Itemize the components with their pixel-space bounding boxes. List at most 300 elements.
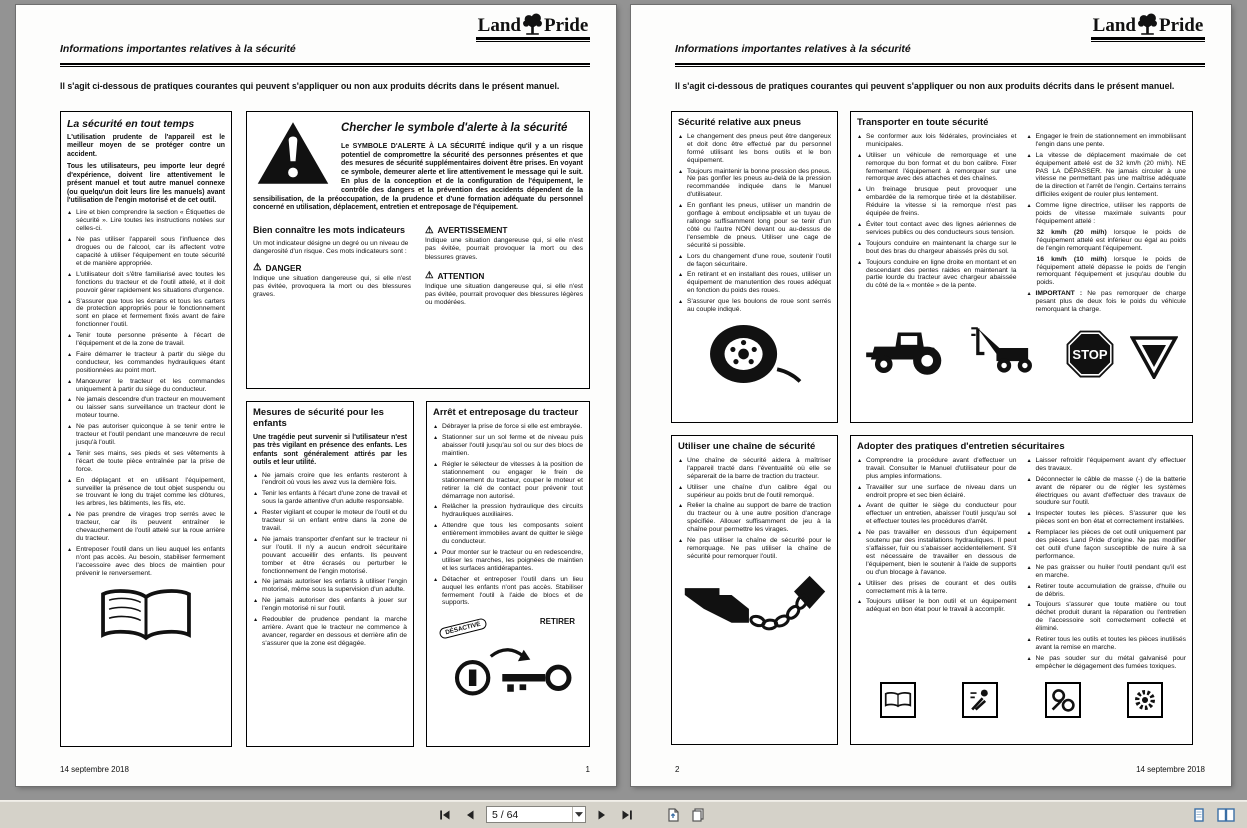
last-page-button[interactable] xyxy=(618,806,636,824)
copy-pages-button[interactable] xyxy=(689,806,707,824)
bullet-item xyxy=(67,271,225,295)
signal-word-label: AVERTISSEMENT xyxy=(437,225,508,236)
bullet-triangle-icon: ▲ xyxy=(857,484,863,491)
bullet-item xyxy=(253,578,407,594)
landpride-logo xyxy=(1091,12,1205,42)
bullet-item xyxy=(857,186,1017,218)
facing-pages-layout-icon xyxy=(1217,808,1235,822)
bullet-text: Rester vigilant et couper le moteur de l'outil et du tracteur si un enfant entre dans la zone de travail. xyxy=(262,509,407,532)
header-rule xyxy=(60,63,590,67)
bullet-triangle-icon: ▲ xyxy=(433,576,439,583)
section-transport-safety xyxy=(850,111,1193,423)
bullet-item xyxy=(678,168,831,200)
bullet-item xyxy=(678,502,831,534)
bullet-text: Laisser refroidir l'équipement avant d'y effectuer des travaux. xyxy=(1035,456,1186,472)
logo-wordmark xyxy=(476,12,590,35)
bullet-triangle-icon: ▲ xyxy=(67,450,73,457)
tractor-icon xyxy=(865,323,953,379)
bullet-text: Retirer tous les outils et toutes les pièces inutilisés avant la remise en marche. xyxy=(1035,636,1186,651)
bullet-item xyxy=(857,457,1017,481)
bullet-triangle-icon: ▲ xyxy=(857,457,863,464)
bullet-text: Ne jamais descendre d'un tracteur en mouvement ou laisser sans surveillance un tracteur dont le moteur tourne. xyxy=(76,396,225,420)
safety-alert-symbol-icon xyxy=(255,120,331,186)
section-title: Mesures de sécurité pour les enfants xyxy=(253,407,384,429)
bullet-triangle-icon: ▲ xyxy=(67,333,73,340)
bullet-text: Retirer toute accumulation de graisse, d'huile ou de débris. xyxy=(1035,582,1186,598)
page-footer xyxy=(675,765,1205,774)
bullet-text: Toujours maintenir la bonne pression des pneus. Ne pas gonfler les pneus au-delà de la pression recommandée indiquée dans le Manuel d'utilisateur. xyxy=(687,167,831,199)
bullet-text: Utiliser un véhicule de remorquage et une remorque du bon format et du bon calibre. Fixer fermement l'équipement à remorquer sur une remorque avec des attaches et des chaînes. xyxy=(866,151,1017,183)
bullet-item xyxy=(433,522,583,546)
bullet-item xyxy=(433,423,583,431)
bullet-triangle-icon: ▲ xyxy=(253,598,259,605)
signal-words-intro: Un mot indicateur désigne un degré ou un niveau de dangerosité d'un risque. Ces mots indicateurs sont : xyxy=(253,239,409,255)
open-book-icon xyxy=(97,586,195,646)
bullet-triangle-icon: ▲ xyxy=(678,203,684,210)
bullet-triangle-icon: ▲ xyxy=(1026,291,1032,298)
bullet-item xyxy=(1027,564,1187,580)
signal-word-label: DANGER xyxy=(265,262,302,273)
bullet-item xyxy=(67,511,225,543)
bullet-triangle-icon: ▲ xyxy=(433,435,439,442)
logo-text-land: Land xyxy=(1092,15,1136,36)
landpride-logo xyxy=(476,12,590,42)
bullet-triangle-icon: ▲ xyxy=(67,210,73,217)
signal-word-text: Indique une situation dangereuse qui, si elle n'est pas évitée, provoquera la mort ou des blessures graves. xyxy=(253,274,411,299)
bullet-text: En gonflant les pneus, utiliser un mandrin de gonflage à embout enclipsable et un tuyau de rallonge suffisamment long pour se tenir d'un côté ou l'autre NON devant ou au-dessus de l'ensemble de pneus. Utiliser une cage de sécurité si possible. xyxy=(687,202,831,249)
bullet-triangle-icon: ▲ xyxy=(67,477,73,484)
header-rule xyxy=(675,63,1205,67)
signal-words-columns xyxy=(253,225,583,316)
export-page-button[interactable] xyxy=(664,806,682,824)
bullet-text: Ne pas prendre de virages trop serrés avec le tracteur, car ils peuvent entraîner le chevauchement de l'outil attelé sur la roue arrière du tracteur. xyxy=(76,511,225,542)
bullet-text: 32 km/h (20 mi/h) lorsque le poids de l'équipement attelé est inférieur ou égal au poids de l'engin remorquant l'équipement. xyxy=(1036,228,1186,252)
page-footer xyxy=(60,765,590,774)
bullet-text: Ne jamais croire que les enfants resteront à l'endroit où vous les avez vus la dernière fois. xyxy=(262,471,407,487)
bullet-triangle-icon: ▲ xyxy=(1026,133,1032,140)
bullet-item xyxy=(1027,529,1187,561)
document-page-1 xyxy=(16,5,616,786)
signal-words-right-column xyxy=(425,225,583,316)
footer-date: 14 septembre 2018 xyxy=(1136,765,1205,774)
bullet-list xyxy=(1027,133,1187,317)
logo-text-pride: Pride xyxy=(1158,15,1204,36)
bullet-text: Se conformer aux lois fédérales, provinciales et municipales. xyxy=(866,132,1017,148)
bullet-text: Débrayer la prise de force si elle est embrayée. xyxy=(442,422,583,430)
bullet-item xyxy=(1027,476,1187,508)
bullet-triangle-icon: ▲ xyxy=(857,503,863,510)
bullet-text: Redoubler de prudence pendant la marche arrière. Avant que le tracteur ne commence à avancer, regarder en dessous et derrière afin de s'assurer que la zone est dégagée. xyxy=(262,616,407,647)
loader-icon xyxy=(968,323,1050,379)
multi-page-icon xyxy=(691,808,705,822)
bullet-text: S'assurer que tous les écrans et tous les carters de protection appropriés pour le fonctionnement sont en place et fermement fixés avant de faire fonctionner l'outil. xyxy=(76,297,225,329)
bullet-item xyxy=(433,576,583,608)
ignition-key-icon xyxy=(443,643,583,701)
smv-emblem-icon xyxy=(1130,335,1178,379)
bullet-triangle-icon: ▲ xyxy=(67,424,73,431)
remove-key-label: RETIRER xyxy=(539,617,575,627)
bullet-triangle-icon: ▲ xyxy=(1026,637,1032,644)
bullet-text: Ne pas utiliser la chaîne de sécurité pour le remorquage. Ne pas utiliser la chaîne de sécurité pour remorquer l'outil. xyxy=(687,537,831,560)
bullet-triangle-icon: ▲ xyxy=(433,504,439,511)
bullet-list xyxy=(857,133,1017,317)
facing-pages-layout-button[interactable] xyxy=(1217,806,1235,824)
icon-container xyxy=(678,569,831,647)
logo-text-pride: Pride xyxy=(543,15,589,36)
footer-page-number: 1 xyxy=(585,765,590,774)
lead-paragraph: L'utilisation prudente de l'appareil est le meilleur moyen de se protéger contre un accident. xyxy=(67,134,225,158)
section-tire-safety xyxy=(671,111,838,423)
bullet-list xyxy=(678,457,831,561)
bullet-text: 16 km/h (10 mi/h) lorsque le poids de l'équipement attelé dépasse le poids de l'engin remorquant l'équipement et jusqu'au double du poids. xyxy=(1036,255,1186,287)
bullet-list xyxy=(857,457,1017,674)
first-page-icon xyxy=(439,809,451,821)
stop-sign-label: STOP xyxy=(1072,347,1108,363)
bullet-item xyxy=(1027,583,1187,599)
signal-word-text: Indique une situation dangereuse qui, si elle n'est pas évitée, pourrait provoquer la mort ou des blessures graves. xyxy=(425,237,583,261)
bullet-triangle-icon: ▲ xyxy=(67,237,73,244)
bullet-item xyxy=(253,536,407,576)
last-page-icon xyxy=(621,809,633,821)
bullet-text: Régler le sélecteur de vitesses à la position de stationnement ou engager le frein de stationnement du tracteur, couper le moteur et retirer la clé de contact pour prévenir tout démarrage non autorisé. xyxy=(442,460,583,500)
pinch-point-icon xyxy=(1050,687,1076,713)
transport-figures xyxy=(857,323,1186,379)
section-safety-chain xyxy=(671,435,838,745)
bullet-text: Ne jamais autoriser des enfants à jouer sur l'engin motorisé ni sur l'outil. xyxy=(262,597,407,613)
bullet-triangle-icon: ▲ xyxy=(253,510,259,517)
bullet-item xyxy=(1027,601,1187,633)
bullet-triangle-icon: ▲ xyxy=(857,580,863,587)
bullet-item xyxy=(67,423,225,447)
bullet-item xyxy=(253,490,407,506)
bullet-triangle-icon: ▲ xyxy=(678,503,684,510)
bullet-triangle-icon: ▲ xyxy=(678,538,684,545)
signal-word-danger xyxy=(253,263,411,300)
bullet-item xyxy=(67,546,225,578)
bullet-item xyxy=(1027,510,1187,526)
bullet-triangle-icon: ▲ xyxy=(678,457,684,464)
bullet-item xyxy=(253,597,407,613)
page-number-combo[interactable] xyxy=(486,806,586,823)
single-page-icon xyxy=(666,808,680,822)
bullet-item xyxy=(1027,290,1187,314)
bullet-triangle-icon: ▲ xyxy=(433,423,439,430)
section-title: Adopter des pratiques d'entretien sécuritaires xyxy=(857,441,1065,452)
bullet-triangle-icon: ▲ xyxy=(67,546,73,553)
logo-wordmark xyxy=(1091,12,1205,35)
bullet-item xyxy=(1027,152,1187,199)
bullet-item xyxy=(857,240,1017,256)
section-title: La sécurité en tout temps xyxy=(67,118,195,130)
bullet-list xyxy=(67,209,225,577)
bullet-text: Relâcher la pression hydraulique des circuits hydrauliques auxiliaires. xyxy=(442,503,583,519)
bullet-triangle-icon: ▲ xyxy=(67,351,73,358)
manual-icon-box xyxy=(880,682,916,718)
page-number-input[interactable] xyxy=(487,807,572,822)
section-child-safety xyxy=(246,401,414,747)
bullet-triangle-icon: ▲ xyxy=(857,530,863,537)
falling-hazard-icon xyxy=(967,687,993,713)
pinch-point-icon-box xyxy=(1045,682,1081,718)
bullet-text: Travailler sur une surface de niveau dans un endroit propre et sec bien éclairé. xyxy=(866,483,1017,499)
section-title: Transporter en toute sécurité xyxy=(857,117,989,128)
lead-paragraph: Tous les utilisateurs, peu importe leur degré d'expérience, doivent lire attentivement le présent manuel et tout autre manuel connexe (ou quelqu'un doit leurs lire les manuels) avant l'utilisation de l'engin motorisé et de cet outil. xyxy=(67,163,225,205)
bullet-triangle-icon: ▲ xyxy=(1026,602,1032,609)
bullet-triangle-icon: ▲ xyxy=(857,187,863,194)
entanglement-hazard-icon-box xyxy=(1127,682,1163,718)
first-page-button[interactable] xyxy=(436,806,454,824)
bullet-text: Ne pas autoriser quiconque à se tenir entre le tracteur et l'outil pendant une manœuvre de recul jusqu'à l'outil. xyxy=(76,423,225,446)
bullet-text: IMPORTANT : Ne pas remorquer de charge pesant plus de deux fois le poids du véhicule remorquant la charge. xyxy=(1035,290,1186,314)
icon-container xyxy=(678,322,831,386)
section-safety-alert-symbol xyxy=(246,111,590,389)
bullet-text: Ne pas utiliser l'appareil sous l'influence des drogues ou de l'alcool, car ils affectent votre capacité à utiliser l'équipement en toute sécurité et de manière appropriée. xyxy=(76,236,225,267)
bullet-text: Ne pas travailler en dessous d'un équipement soutenu par des installations hydrauliques. Il peut s'affaisser, fuir ou s'abaisser accidentellement. S'il est nécessaire de travailler en dessous de l'équipement, bien le soutenir à l'aide de supports ou d'un blocage à l'avance. xyxy=(866,529,1017,576)
bullet-text: Tenir les enfants à l'écart d'une zone de travail et sous la garde attentive d'un adulte responsable. xyxy=(262,490,407,506)
bullet-item xyxy=(1027,202,1187,226)
entanglement-hazard-icon xyxy=(1132,687,1158,713)
bullet-item xyxy=(857,221,1017,237)
bullet-text: Tenir toute personne présente à l'écart de l'équipement et de la zone de travail. xyxy=(76,332,225,348)
bullet-text: Attendre que tous les composants soient entièrement immobiles avant de quitter le siège du conducteur. xyxy=(442,522,583,546)
bullet-triangle-icon: ▲ xyxy=(253,617,259,624)
bullet-triangle-icon: ▲ xyxy=(1026,511,1032,518)
bullet-text: Un freinage brusque peut provoquer une embardée de la remorque tirée et la déstabiliser. Réduire la vitesse si la remorque n'est pas équipée de freins. xyxy=(866,186,1017,218)
bullet-item xyxy=(433,503,583,519)
bullet-triangle-icon: ▲ xyxy=(433,550,439,557)
bullet-triangle-icon: ▲ xyxy=(67,378,73,385)
bullet-text: Ne jamais autoriser les enfants à utiliser l'engin motorisé, même sous la supervision d'un adulte. xyxy=(262,578,407,594)
signal-word-label: ATTENTION xyxy=(437,270,485,281)
section-tractor-shutdown-storage xyxy=(426,401,590,747)
section-title: Sécurité relative aux pneus xyxy=(678,117,802,128)
page-navigation-group xyxy=(436,806,707,824)
bullet-text: Relier la chaîne au support de barre de traction du tracteur ou à une autre position d'ancrage spécifiée. Allouer suffisamment de jeu à la chaîne pour permettre les virages. xyxy=(687,502,831,534)
bullet-list xyxy=(433,423,583,607)
document-page-2 xyxy=(631,5,1231,786)
section-title: Utiliser une chaîne de sécurité xyxy=(678,441,816,452)
bullet-item xyxy=(678,457,831,481)
warning-triangle-icon: ⚠ xyxy=(425,270,434,282)
bullet-triangle-icon: ▲ xyxy=(857,133,863,140)
bullet-item xyxy=(253,509,407,533)
bullet-text: Ne pas graisser ou huiler l'outil pendant qu'il est en marche. xyxy=(1035,563,1186,579)
logo-text-land: Land xyxy=(477,15,521,36)
bullet-text: Pour monter sur le tracteur ou en redescendre, utiliser les marches, les poignées de maintien et les surfaces antidérapantes. xyxy=(442,549,583,572)
bullet-text: Toujours s'assurer que toute matière ou tout déchet produit durant la réparation ou l'entretien de l'accessoire soit correctement collecté et éliminé. xyxy=(1035,601,1186,633)
bullet-triangle-icon: ▲ xyxy=(857,259,863,266)
ignition-key-figure xyxy=(433,615,583,703)
bullet-text: S'assurer que les boulons de roue sont serrés au couple indiqué. xyxy=(687,298,831,314)
bullet-triangle-icon: ▲ xyxy=(433,461,439,468)
footer-page-number: 2 xyxy=(675,765,680,774)
warning-triangle-icon: ⚠ xyxy=(253,262,262,274)
section-title: Chercher le symbole d'alerte à la sécurité xyxy=(341,122,568,134)
tire-wheel-icon xyxy=(705,322,805,386)
manual-book-icon xyxy=(884,691,912,709)
bullet-text: Comme ligne directrice, utiliser les rapports de poids de vitesse maximale suivants pour l'équipement attelé : xyxy=(1035,202,1186,225)
bullet-text: Inspecter toutes les pièces. S'assurer que les pièces sont en bon état et correctement installées. xyxy=(1035,510,1186,526)
bullet-text: Toujours conduire en ligne droite en montant et en descendant des pentes raides en maintenant la partie lourde du tracteur avec chargeur abaissée du côté de la « montée » de la pente. xyxy=(866,258,1017,290)
bullet-triangle-icon: ▲ xyxy=(857,599,863,606)
bullet-triangle-icon: ▲ xyxy=(433,523,439,530)
next-page-button[interactable] xyxy=(593,806,611,824)
bullet-triangle-icon: ▲ xyxy=(1026,564,1032,571)
bullet-list xyxy=(678,133,831,314)
bullet-item xyxy=(67,396,225,420)
bullet-text: L'utilisateur doit s'être familiarisé avec toutes les fonctions du tracteur et de l'outil attelé, et il doit pouvoir gérer rapidement les situations d'urgence. xyxy=(76,270,225,294)
bullet-item xyxy=(1027,655,1187,671)
dropdown-arrow-icon[interactable] xyxy=(572,807,585,822)
bullet-text: Lors du changement d'une roue, soutenir l'outil de façon sécuritaire. xyxy=(687,252,831,268)
bullet-triangle-icon: ▲ xyxy=(67,298,73,305)
bullet-text: Détacher et entreposer l'outil dans un lieu auquel les enfants n'ont pas accès. Stabiliser fermement l'outil à l'aide de blocs et de supports. xyxy=(442,575,583,607)
bullet-triangle-icon: ▲ xyxy=(678,133,684,140)
bullet-item xyxy=(678,271,831,295)
bullet-triangle-icon: ▲ xyxy=(1026,203,1032,210)
bullet-triangle-icon: ▲ xyxy=(1026,152,1032,159)
bullet-text: Éviter tout contact avec des lignes aériennes de services publics ou des conducteurs sous tension. xyxy=(866,220,1017,236)
symbol-body-text: Le SYMBOLE D'ALERTE À LA SÉCURITÉ indique qu'il y a un risque potentiel de compromettre la sécurité des personnes présentes et que des mesures de sécurité supplémentaires doivent être prises. En voyant ce symbole, demeurer alerte et lire attentivement le message qui le suit. En plus de la conception et de la configuration de l'équipement, le contrôle des dangers et la prévention des accidents dépendent de la sensibilisation, de la préoccupation, de la prudence et d'une formation adéquate du personnel concerné en utilisation, déplacement, entretien et entreposage de l'équipement. xyxy=(253,142,583,212)
bullet-item xyxy=(857,259,1017,291)
bullet-item xyxy=(67,450,225,474)
bullet-triangle-icon: ▲ xyxy=(67,512,73,519)
icon-container xyxy=(67,586,225,646)
bullet-text: Ne jamais transporter d'enfant sur le tracteur ni sur l'outil. Il n'y a aucun endroit sécuritaire pouvant accueillir des enfants. Ils peuvent tomber et être écrasés ou perturber le fonctionnement de l'engin motorisé. xyxy=(262,535,407,575)
bullet-item xyxy=(433,434,583,458)
bullet-item xyxy=(1027,636,1187,652)
bullet-text: Le changement des pneus peut être dangereux et doit donc être effectué par du personnel formé utilisant les bons outils et le bon équipement. xyxy=(687,132,831,164)
bullet-text: Lire et bien comprendre la section « Étiquettes de sécurité ». Lire toutes les instructions notées sur celles-ci. xyxy=(76,209,225,233)
bullet-triangle-icon: ▲ xyxy=(67,271,73,278)
signal-word-caution xyxy=(425,271,583,308)
intro-paragraph: Il s'agit ci-dessous de pratiques courantes qui peuvent s'appliquer ou non aux produits décrits dans le présent manuel. xyxy=(675,81,1175,91)
bullet-item xyxy=(433,549,583,573)
bullet-text: Remplacer les pièces de cet outil uniquement par des pièces Land Pride d'origine. Ne pas modifier cet outil d'une façon susceptible de nuire à sa performance. xyxy=(1035,529,1186,560)
bullet-text: Déconnecter le câble de masse (-) de la batterie avant de réparer ou de régler les systèmes électriques ou avant d'effectuer des travaux de soudure sur l'outil. xyxy=(1035,475,1186,507)
view-layout-group xyxy=(1190,806,1235,824)
maintenance-columns xyxy=(857,457,1186,674)
ignition-off-label: DÉSACTIVÉ xyxy=(438,618,487,640)
bullet-item xyxy=(67,209,225,233)
bullet-text: Entreposer l'outil dans un lieu auquel les enfants n'ont pas accès. Au besoin, stabiliser fermement l'accessoire avec des blocs de maintien pour prévenir le renversement. xyxy=(76,545,225,577)
bullet-text: En retirant et en installant des roues, utiliser un équipement de manutention des roues adéquat en fonction du poids des roues. xyxy=(687,271,831,295)
bullet-text: Faire démarrer le tracteur à partir du siège du conducteur, les commandes hydrauliques étant positionnées au point mort. xyxy=(76,350,225,374)
previous-page-button[interactable] xyxy=(461,806,479,824)
bottom-toolbar xyxy=(0,800,1247,828)
bullet-triangle-icon: ▲ xyxy=(253,491,259,498)
bullet-item xyxy=(857,133,1017,149)
bullet-text: Manœuvrer le tracteur et les commandes uniquement à partir du siège du conducteur. xyxy=(76,377,225,393)
bullet-item xyxy=(857,598,1017,614)
bullet-triangle-icon: ▲ xyxy=(253,536,259,543)
safety-chain-icon xyxy=(681,569,829,647)
bullet-triangle-icon: ▲ xyxy=(1026,457,1032,464)
bullet-item xyxy=(678,484,831,500)
bullet-triangle-icon: ▲ xyxy=(678,484,684,491)
bullet-triangle-icon: ▲ xyxy=(857,221,863,228)
bullet-text: Toujours utiliser le bon outil et un équipement adéquat en bon état pour le travail à accomplir. xyxy=(866,598,1017,614)
bullet-item xyxy=(67,332,225,348)
tree-icon xyxy=(522,12,543,36)
bullet-item xyxy=(857,529,1017,576)
bullet-triangle-icon: ▲ xyxy=(1026,476,1032,483)
bullet-triangle-icon: ▲ xyxy=(67,397,73,404)
bullet-triangle-icon: ▲ xyxy=(678,299,684,306)
page-header-title: Informations importantes relatives à la sécurité xyxy=(60,43,296,55)
bullet-item xyxy=(67,378,225,394)
logo-underline xyxy=(1091,37,1205,42)
logo-underline xyxy=(476,37,590,42)
next-page-icon xyxy=(596,809,608,821)
bullet-item xyxy=(678,298,831,314)
bullet-item xyxy=(1027,133,1187,149)
bullet-list xyxy=(253,472,407,648)
bullet-item xyxy=(67,298,225,330)
bullet-triangle-icon: ▲ xyxy=(678,272,684,279)
warning-triangle-icon: ⚠ xyxy=(425,224,434,236)
bullet-item xyxy=(67,351,225,375)
bullet-item xyxy=(67,477,225,509)
previous-page-icon xyxy=(464,809,476,821)
falling-hazard-icon-box xyxy=(962,682,998,718)
bullet-triangle-icon: ▲ xyxy=(1026,530,1032,537)
bullet-text: Comprendre la procédure avant d'effectuer un travail. Consulter le Manuel d'utilisateur pour de plus amples informations. xyxy=(866,456,1017,480)
sub-bullet-item xyxy=(1027,229,1187,253)
stop-sign-icon xyxy=(1065,329,1115,379)
bullet-text: Ne pas souder sur du métal galvanisé pour empêcher le dégagement des fumées toxiques. xyxy=(1035,654,1186,670)
sub-bullet-item xyxy=(1027,256,1187,288)
bullet-text: Engager le frein de stationnement en immobilisant l'engin dans une pente. xyxy=(1035,132,1186,148)
bullet-triangle-icon: ▲ xyxy=(857,152,863,159)
bullet-triangle-icon: ▲ xyxy=(857,240,863,247)
signal-word-warning xyxy=(425,225,583,262)
hazard-icons-row xyxy=(857,682,1186,718)
bullet-text: La vitesse de déplacement maximale de cet équipement attelé est de 32 km/h (20 mi/h). NE PAS LA DÉPASSER. Ne jamais circuler à une vitesse ne permettant pas une maîtrise adéquate de la direction et l'arrêt de l'engin. Certains terrains difficiles exigent de rouler plus lentement. xyxy=(1035,151,1186,199)
bullet-item xyxy=(1027,457,1187,473)
bullet-item xyxy=(253,472,407,488)
bullet-item xyxy=(678,133,831,165)
bullet-triangle-icon: ▲ xyxy=(678,253,684,260)
bullet-text: Toujours conduire en maintenant la charge sur le bout des bras du chargeur abaissés près du sol. xyxy=(866,239,1017,255)
bullet-item xyxy=(857,152,1017,184)
transport-columns xyxy=(857,133,1186,317)
bullet-triangle-icon: ▲ xyxy=(253,472,259,479)
bullet-item xyxy=(857,484,1017,500)
signal-words-heading: Bien connaître les mots indicateurs xyxy=(253,225,406,236)
bullet-text: Tenir ses mains, ses pieds et ses vêtements à l'écart de toute pièce entraînée par la prise de force. xyxy=(76,449,225,473)
section-safe-maintenance xyxy=(850,435,1193,745)
bullet-text: Utiliser des prises de courant et des outils correctement mis à la terre. xyxy=(866,579,1017,595)
section-safety-at-all-times xyxy=(60,111,232,747)
tree-icon xyxy=(1137,12,1158,36)
lead-paragraph: Une tragédie peut survenir si l'utilisateur n'est pas très vigilant en présence des enfants. Les enfants sont généralement attirés par les outils et leur utilité. xyxy=(253,433,407,467)
bullet-triangle-icon: ▲ xyxy=(1026,655,1032,662)
page-header-title: Informations importantes relatives à la sécurité xyxy=(675,43,911,55)
bullet-item xyxy=(857,580,1017,596)
bullet-text: Une chaîne de sécurité aidera à maîtriser l'appareil tracté dans l'éventualité où elle se séparerait de la barre de traction du tracteur. xyxy=(687,456,831,480)
bullet-list xyxy=(1027,457,1187,674)
single-page-layout-button[interactable] xyxy=(1190,806,1208,824)
bullet-triangle-icon: ▲ xyxy=(678,168,684,175)
bullet-item xyxy=(253,616,407,648)
signal-word-text: Indique une situation dangereuse qui, si elle n'est pas évitée, pourrait provoquer des blessures légères ou modérées. xyxy=(425,282,583,307)
bullet-item xyxy=(67,236,225,268)
bullet-triangle-icon: ▲ xyxy=(1026,583,1032,590)
bullet-text: Stationner sur un sol ferme et de niveau puis abaisser l'outil jusqu'au sol ou sur des blocs de maintien. xyxy=(442,434,583,458)
bullet-triangle-icon: ▲ xyxy=(253,579,259,586)
section-title: Arrêt et entreposage du tracteur xyxy=(433,407,579,418)
